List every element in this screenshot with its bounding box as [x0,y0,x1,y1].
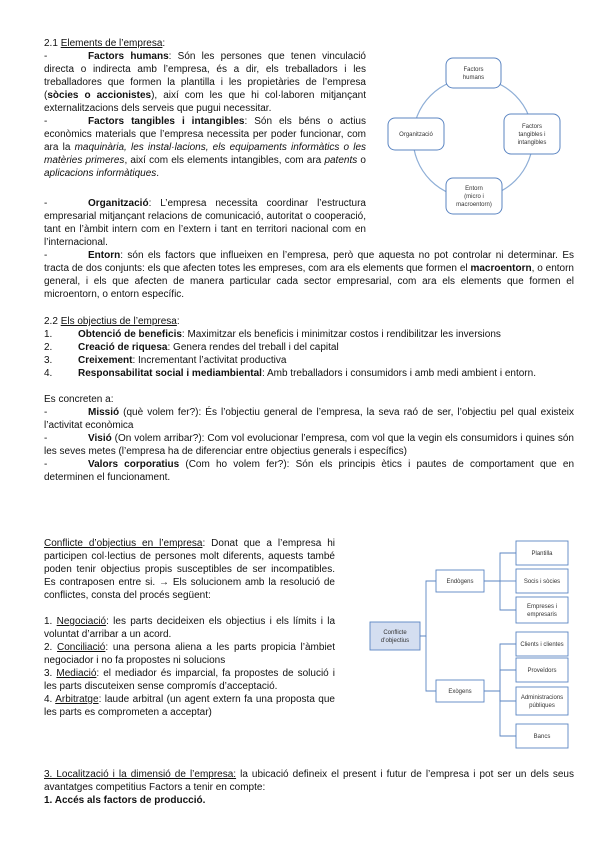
tree-node-endogens [436,570,484,592]
tree-leaf-clients [516,632,568,656]
concrete-item: - Missió (què volem fer?): És l’objectiu general de l’empresa, la seva raó de ser, l’objectiu pel qual existeix l’activitat econòmica [44,407,574,431]
conflicte-step: 4. Arbitratge: laude arbitral (un agent extern fa una proposta que les parts es comprometen a acceptar) [44,694,335,718]
tree-leaf-bancs [516,724,568,748]
svg-text:públiques: públiques [529,703,555,709]
svg-text:Clients i clientes: Clients i clientes [520,642,564,648]
objective-item: 1. Obtenció de beneficis: Maximitzar els beneficis i minimitzar costos i rendibilitzar les inversions [44,329,501,340]
element-item: - Factors tangibles i intangibles: Són els béns o actius econòmics materials que l’empresa necessita per poder funcionar, com ara la maquinària, les instal·lacions, els equipaments informàtics o les matèries primeres, així com els elements intangibles, com ara patents o aplicacions informàtiques. [44,116,367,179]
tree-leaf-proveidors [516,658,568,682]
tree-node-exogens [436,680,484,702]
section-objectius [44,315,574,484]
svg-text:Administracions: Administracions [520,695,564,701]
element-item: - Organització: L’empresa necessita coordinar l’estructura empresarial mitjançant relacions de comunicació, autoritat o cooperació, tant en l’àmbit intern com en l’extern i tant en territori nacional com en l’internacional. [44,198,366,248]
section-conflicte [44,537,335,719]
tree-leaf-administracions [516,687,568,715]
concrete-item: - Valors corporatius (Com ho volem fer?): Són els principis ètics i pautes de comportament que en determinen el funcionament. [44,459,575,483]
node-factors-humans [446,58,501,88]
section-heading-elements: 2.1 Elements de l’empresa: [44,38,166,49]
element-item: - Factors humans: Són les persones que tenen vinculació directa o indirecta amb l’empresa, és a dir, els treballadors i les treballadores que formen la plantilla i les propietàries de l’empresa (sòcies o accionistes), així com les que hi col·laboren mitjançant externalitzacions dels serveis que pugui necessitar. [44,51,366,114]
conflict-tree-diagram [368,530,588,755]
tree-root-node [370,622,420,650]
svg-text:empresaris: empresaris [527,612,557,618]
objective-item: 4. Responsabilitat social i mediambiental: Amb treballadors i consumidors i amb medi ambient i entorn. [44,368,536,379]
svg-text:Plantilla: Plantilla [531,551,553,557]
section-localitzacio [44,768,574,807]
svg-text:Endògens: Endògens [446,579,474,585]
objective-item: 2. Creació de riquesa: Genera rendes del treball i del capital [44,342,339,353]
svg-text:Proveïdors: Proveïdors [527,668,557,674]
localitzacio-intro: 3. Localització i la dimensió de l’empresa: la ubicació defineix el present i futur de l’empresa i pot ser un dels seus avantatges competitius Factors a tenir en compte: [44,769,574,793]
conflicte-step: 1. Negociació: les parts decideixen els objectius i els límits i la voluntat d’arribar a un acord. [44,616,336,640]
tree-leaf-plantilla [516,541,568,565]
svg-text:Exògens: Exògens [448,689,472,695]
svg-text:intangibles: intangibles [517,140,547,146]
objective-item: 3. Creixement: Incrementant l’activitat productiva [44,355,287,366]
localitzacio-point: 1. Accés als factors de producció. [44,795,206,806]
svg-text:macroentorn): macroentorn) [456,202,492,208]
concrete-item: - Visió (On volem arribar?): Com vol evolucionar l’empresa, com vol que la vegin els consumidors i quines són les seves metes (l’empresa ha de diferenciar entre objectius generals i específics) [44,433,574,457]
svg-text:Conflicte: Conflicte [383,630,407,636]
conflicte-step: 3. Mediació: el mediador és imparcial, fa propostes de solució i les parts discuteixen sense compromís d’acceptació. [44,668,335,692]
svg-text:Empreses i: Empreses i [526,604,558,610]
section-heading-objectius: 2.2 Els objectius de l’empresa: [44,316,180,327]
svg-text:Factors: Factors [521,124,543,130]
section-elements [44,37,366,180]
svg-text:tangibles i: tangibles i [518,132,546,138]
conflicte-intro: Conflicte d’objectius en l’empresa: Donat que a l’empresa hi participen col·lectius de persones molt diferents, aquests també poden tenir objectius propis susceptibles de ser incompatibles. Es contraposen entre si. → Els solucionem amb la resolució de conflictes, consta del procés següent: [44,538,335,601]
svg-text:Entorn: Entorn [465,186,483,192]
node-organitzacio [388,118,444,150]
node-entorn [446,178,502,214]
svg-text:Factors: Factors [463,67,484,73]
elements-cycle-diagram [364,52,584,232]
element-item: - Entorn: són els factors que influeixen en l’empresa, però que aquesta no pot controlar ni determinar. Es tracta de dos conjunts: els que afecten totes les empreses, com ara els elements que formen el macroentorn, o entorn general, i els que afecten de manera particular cada sector empresarial, com ara els elements que formen el microentorn, o entorn específic. [44,250,574,300]
svg-text:(micro i: (micro i [464,194,484,200]
svg-text:Bancs: Bancs [533,734,551,740]
svg-text:Organització: Organització [399,132,433,138]
svg-text:d’objectius: d’objectius [380,638,410,644]
tree-leaf-socis [516,569,568,593]
node-factors-tangibles [504,114,560,154]
conflicte-step: 2. Conciliació: una persona aliena a les parts propicia l’àmbiet negociador i no fa propostes ni solucions [44,642,336,666]
concretes-label: Es concreten a: [44,394,114,405]
svg-text:humans: humans [462,75,485,81]
tree-leaf-empreses [516,597,568,623]
svg-text:Socis i sòcies: Socis i sòcies [523,579,561,585]
